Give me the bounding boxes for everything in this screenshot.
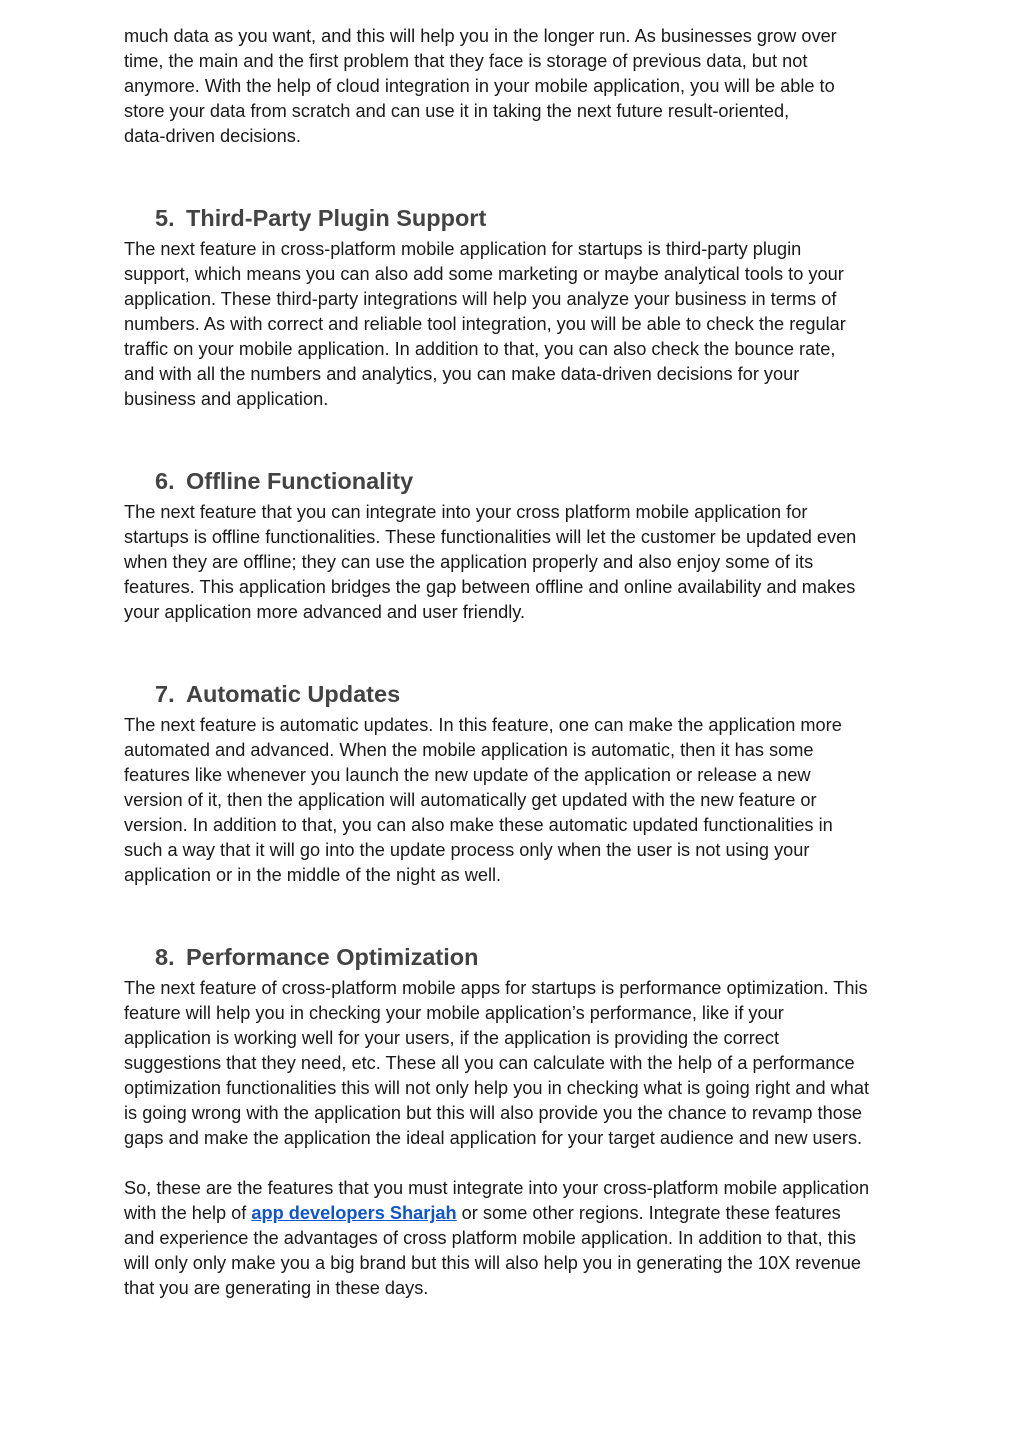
text-line: So, these are the features that you must integrate into your cross-platform mobile application [124, 1178, 870, 1198]
section-title: Offline Functionality [186, 468, 414, 494]
text-line: features. This application bridges the gap between offline and online availability and makes [124, 577, 856, 597]
section-number: 8. [155, 944, 175, 970]
text-line: and with all the numbers and analytics, you can make data-driven decisions for your [124, 364, 800, 384]
section-heading [124, 679, 904, 709]
text-line: The next feature of cross-platform mobile apps for startups is performance optimization. This [124, 978, 868, 998]
text-line: The next feature that you can integrate into your cross platform mobile application for [124, 502, 808, 522]
text-line: startups is offline functionalities. These functionalities will let the customer be updated even [124, 527, 857, 547]
intro-paragraph [124, 24, 904, 149]
text-line: application is working well for your users, if the application is providing the correct [124, 1028, 780, 1048]
text-line: suggestions that they need, etc. These all you can calculate with the help of a performance [124, 1053, 855, 1073]
text-line: when they are offline; they can use the application properly and also enjoy some of its [124, 552, 814, 572]
text-line: gaps and make the application the ideal application for your target audience and new users. [124, 1128, 863, 1148]
text-fragment: or some other regions. Integrate these features [456, 1203, 841, 1223]
text-line: anymore. With the help of cloud integration in your mobile application, you will be able to [124, 76, 835, 96]
section-heading [124, 466, 904, 496]
text-line: The next feature in cross-platform mobile application for startups is third-party plugin [124, 239, 802, 259]
text-line: traffic on your mobile application. In addition to that, you can also check the bounce rate, [124, 339, 836, 359]
section-heading [124, 203, 904, 233]
text-line: and experience the advantages of cross platform mobile application. In addition to that, this [124, 1228, 856, 1248]
text-line: application. These third-party integrations will help you analyze your business in terms of [124, 289, 837, 309]
text-line: much data as you want, and this will help you in the longer run. As businesses grow over [124, 26, 837, 46]
text-line: application or in the middle of the night as well. [124, 865, 502, 885]
section-paragraph [124, 500, 904, 625]
text-line: support, which means you can also add some marketing or maybe analytical tools to your [124, 264, 844, 284]
text-line: version of it, then the application will automatically get updated with the new feature or [124, 790, 817, 810]
text-line: features like whenever you launch the new update of the application or release a new [124, 765, 811, 785]
text-line: time, the main and the first problem that they face is storage of previous data, but not [124, 51, 808, 71]
section-number: 5. [155, 205, 175, 231]
text-line: store your data from scratch and can use it in taking the next future result-oriented, [124, 101, 790, 121]
text-line: The next feature is automatic updates. In this feature, one can make the application more [124, 715, 842, 735]
section-paragraph [124, 713, 904, 888]
section-paragraph [124, 976, 904, 1151]
text-line: data-driven decisions. [124, 126, 301, 146]
conclusion-paragraph [124, 1176, 904, 1301]
text-line: is going wrong with the application but this will also provide you the chance to revamp those [124, 1103, 863, 1123]
text-line: such a way that it will go into the update process only when the user is not using your [124, 840, 810, 860]
section-title: Third-Party Plugin Support [186, 205, 487, 231]
section-number: 6. [155, 468, 175, 494]
text-line: that you are generating in these days. [124, 1278, 429, 1298]
section-paragraph [124, 237, 904, 412]
text-line: numbers. As with correct and reliable tool integration, you will be able to check the regular [124, 314, 846, 334]
section-number: 7. [155, 681, 175, 707]
section-title: Performance Optimization [186, 944, 479, 970]
text-line: version. In addition to that, you can also make these automatic updated functionalities in [124, 815, 833, 835]
text-line: automated and advanced. When the mobile application is automatic, then it has some [124, 740, 814, 760]
text-line: will only only make you a big brand but this will also help you in generating the 10X revenue [124, 1253, 862, 1273]
text-fragment: with the help of [124, 1203, 252, 1223]
text-line: feature will help you in checking your mobile application’s performance, like if your [124, 1003, 784, 1023]
document-page [124, 22, 904, 1301]
text-line: your application more advanced and user friendly. [124, 602, 526, 622]
text-line: optimization functionalities this will not only help you in checking what is going right and what [124, 1078, 870, 1098]
text-line: business and application. [124, 389, 329, 409]
section-heading [124, 942, 904, 972]
app-developers-sharjah-link[interactable]: app developers Sharjah [251, 1203, 457, 1223]
section-title: Automatic Updates [186, 681, 401, 707]
text-line-with-link [124, 1201, 904, 1226]
